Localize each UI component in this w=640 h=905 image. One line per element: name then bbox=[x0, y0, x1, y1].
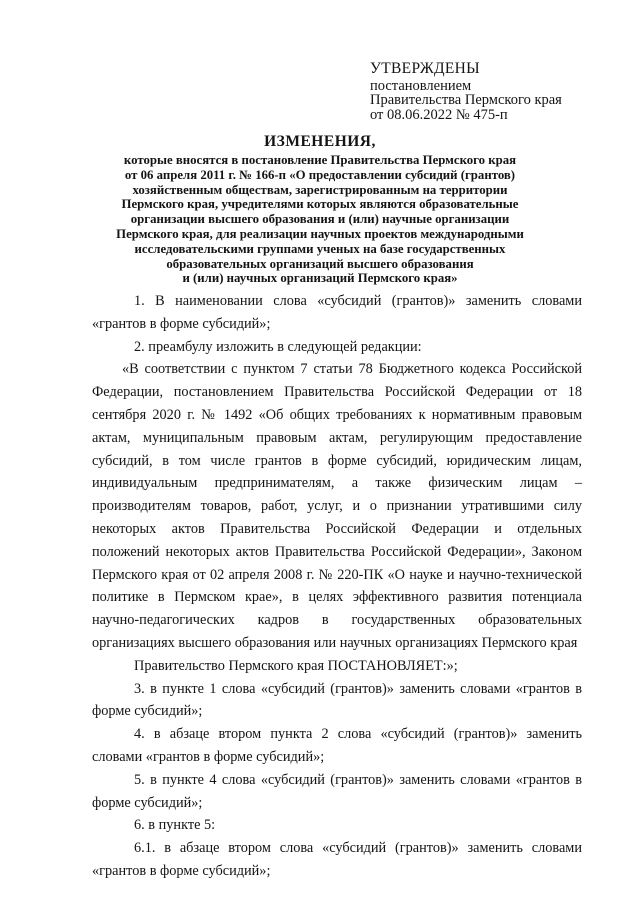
paragraph-item-6: 6. в пункте 5: bbox=[134, 817, 216, 834]
subtitle-line: Пермского края, для реализации научных проектов международными bbox=[116, 226, 524, 241]
preamble-quote: «В соответствии с пунктом 7 статьи 78 Бюджетного кодекса Российской Федерации, постановлением Правительства Российской Федерации от 18 сентября 2020 г. № 1492 «Об общих требованиях к нормативным правовым актам, муниципальным правовым актам, регулирующим предоставление субсидий, в том числе грантов в форме субсидий, юридическим лицам, индивидуальным предпринимателям, а также физическим лицам – производителям товаров, работ, услуг, и о признании утратившими силу некоторых актов Правительства Российской Федерации и отдельных положений некоторых актов Правительства Российской Федерации», Законом Пермского края от 02 апреля 2008 г. № 220-ПК «О науке и научно-технической политике в Пермском крае», в целях эффективного развития потенциала научно-педагогических кадров в государственных образовательных организациях высшего образования или научных организациях Пермского края bbox=[92, 361, 582, 651]
approval-line: от 08.06.2022 № 475-п bbox=[370, 106, 508, 123]
document-title: ИЗМЕНЕНИЯ, bbox=[264, 133, 376, 150]
subtitle-line: исследовательскими группами ученых на базе государственных bbox=[134, 241, 506, 256]
subtitle-line: Пермского края, учредителями которых являются образовательные bbox=[121, 197, 519, 212]
subtitle-line: и (или) научных организаций Пермского края» bbox=[182, 271, 458, 286]
paragraph-item-2: 2. преамбулу изложить в следующей редакции: bbox=[134, 338, 422, 355]
approval-title: УТВЕРЖДЕНЫ bbox=[370, 60, 480, 77]
paragraph-item-5: 5. в пункте 4 слова «субсидий (грантов)» заменить словами «грантов в форме субсидий»; bbox=[92, 771, 582, 811]
paragraph-item-1: 1. В наименовании слова «субсидий (грантов)» заменить словами «грантов в форме субсидий»; bbox=[92, 293, 582, 332]
paragraph-item-6-1: 6.1. в абзаце втором слова «субсидий (грантов)» заменить словами «грантов в форме субсидий»; bbox=[92, 840, 582, 879]
approval-stamp bbox=[370, 62, 562, 122]
approval-line: Правительства Пермского края bbox=[370, 92, 562, 108]
paragraph-item-4: 4. в абзаце втором пункта 2 слова «субсидий (грантов)» заменить словами «грантов в форме субсидий»; bbox=[92, 726, 582, 765]
paragraph-item-3: 3. в пункте 1 слова «субсидий (грантов)» заменить словами «грантов в форме субсидий»; bbox=[92, 680, 582, 720]
document-body bbox=[92, 290, 582, 883]
subtitle-line: организации высшего образования и (или) научные организации bbox=[130, 212, 510, 227]
approval-line: постановлением bbox=[370, 77, 472, 94]
resolution-line: Правительство Пермского края ПОСТАНОВЛЯЕТ:»; bbox=[134, 657, 458, 674]
subtitle-line: образовательных организаций высшего образования bbox=[166, 256, 474, 271]
subtitle-line: от 06 апреля 2011 г. № 166-п «О предоставлении субсидий (грантов) bbox=[124, 167, 516, 182]
subtitle-line: которые вносятся в постановление Правительства Пермского края bbox=[123, 153, 517, 167]
subtitle-line: хозяйственным обществам, зарегистрированным на территории bbox=[132, 182, 508, 197]
document-subtitle bbox=[70, 153, 570, 286]
